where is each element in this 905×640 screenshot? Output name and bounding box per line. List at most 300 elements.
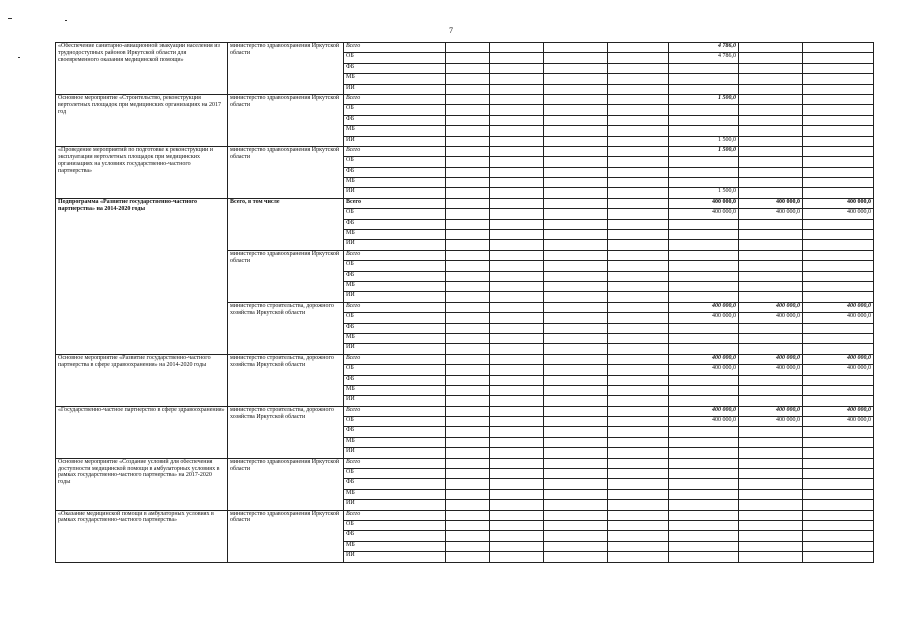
amount-cell xyxy=(739,489,803,499)
amount-cell xyxy=(446,385,490,395)
amount-cell xyxy=(446,427,490,437)
amount-cell xyxy=(608,292,669,302)
amount-cell xyxy=(739,500,803,510)
amount-cell xyxy=(803,323,874,333)
amount-cell xyxy=(490,313,544,323)
amount-cell xyxy=(803,136,874,146)
amount-cell xyxy=(608,375,669,385)
amount-cell xyxy=(739,531,803,541)
amount-cell xyxy=(608,261,669,271)
scan-mark xyxy=(18,57,20,58)
amount-cell xyxy=(803,344,874,354)
amount-cell xyxy=(803,188,874,198)
amount-cell xyxy=(669,479,739,489)
amount-cell xyxy=(739,136,803,146)
amount-cell xyxy=(544,396,608,406)
amount-cell xyxy=(490,53,544,63)
amount-cell: 1 500,0 xyxy=(669,136,739,146)
amount-cell xyxy=(739,43,803,53)
amount-cell xyxy=(544,167,608,177)
amount-cell xyxy=(803,479,874,489)
amount-cell xyxy=(608,469,669,479)
amount-cell xyxy=(739,385,803,395)
funding-source-cell: ФБ xyxy=(344,115,446,125)
amount-cell xyxy=(608,385,669,395)
amount-cell: 400 000,0 xyxy=(739,365,803,375)
amount-cell xyxy=(490,552,544,562)
amount-cell xyxy=(544,219,608,229)
amount-cell xyxy=(544,126,608,136)
amount-cell xyxy=(739,84,803,94)
amount-cell xyxy=(490,323,544,333)
amount-cell xyxy=(544,240,608,250)
funding-source-cell: ИИ xyxy=(344,396,446,406)
amount-cell xyxy=(608,552,669,562)
amount-cell xyxy=(669,448,739,458)
amount-cell xyxy=(446,115,490,125)
amount-cell xyxy=(490,188,544,198)
amount-cell xyxy=(608,281,669,291)
amount-cell xyxy=(446,84,490,94)
amount-cell xyxy=(803,375,874,385)
amount-cell xyxy=(669,281,739,291)
funding-source-cell: МБ xyxy=(344,541,446,551)
funding-source-cell: Всего xyxy=(344,406,446,416)
amount-cell xyxy=(544,427,608,437)
amount-cell xyxy=(544,105,608,115)
amount-cell: 400 000,0 xyxy=(803,354,874,364)
funding-source-cell: ОБ xyxy=(344,53,446,63)
amount-cell xyxy=(544,354,608,364)
amount-cell xyxy=(490,219,544,229)
amount-cell xyxy=(739,240,803,250)
amount-cell: 400 000,0 xyxy=(739,417,803,427)
amount-cell xyxy=(669,84,739,94)
amount-cell xyxy=(490,344,544,354)
amount-cell: 400 000,0 xyxy=(739,354,803,364)
amount-cell xyxy=(739,178,803,188)
amount-cell xyxy=(490,209,544,219)
amount-cell xyxy=(739,281,803,291)
amount-cell xyxy=(544,365,608,375)
amount-cell xyxy=(490,240,544,250)
measure-name-cell: «Обеспечение санитарно-авиационной эвакуации населения из труднодоступных районов Иркутской области для своевременного оказания медицинской помощи» xyxy=(56,43,228,95)
amount-cell xyxy=(739,427,803,437)
amount-cell xyxy=(608,302,669,312)
amount-cell xyxy=(608,240,669,250)
amount-cell xyxy=(608,448,669,458)
amount-cell: 400 000,0 xyxy=(803,302,874,312)
amount-cell xyxy=(544,53,608,63)
amount-cell xyxy=(544,302,608,312)
funding-source-cell: Всего xyxy=(344,43,446,53)
amount-cell xyxy=(669,74,739,84)
amount-cell xyxy=(608,146,669,156)
amount-cell xyxy=(739,126,803,136)
amount-cell xyxy=(490,510,544,520)
funding-source-cell: ИИ xyxy=(344,448,446,458)
amount-cell xyxy=(803,427,874,437)
amount-cell xyxy=(490,261,544,271)
table-row xyxy=(56,406,874,416)
amount-cell xyxy=(544,146,608,156)
amount-cell xyxy=(803,458,874,468)
amount-cell: 400 000,0 xyxy=(803,198,874,208)
funding-source-cell: МБ xyxy=(344,333,446,343)
amount-cell xyxy=(608,178,669,188)
amount-cell xyxy=(669,292,739,302)
funding-source-cell: МБ xyxy=(344,126,446,136)
amount-cell xyxy=(739,458,803,468)
amount-cell xyxy=(803,105,874,115)
amount-cell xyxy=(490,531,544,541)
funding-source-cell: ОБ xyxy=(344,313,446,323)
amount-cell xyxy=(446,250,490,260)
amount-cell xyxy=(608,271,669,281)
amount-cell xyxy=(446,344,490,354)
budget-table xyxy=(55,42,874,563)
amount-cell xyxy=(739,323,803,333)
amount-cell xyxy=(544,271,608,281)
table-row xyxy=(56,146,874,156)
amount-cell xyxy=(490,406,544,416)
amount-cell xyxy=(608,198,669,208)
amount-cell xyxy=(669,178,739,188)
amount-cell: 400 000,0 xyxy=(669,406,739,416)
amount-cell xyxy=(803,469,874,479)
amount-cell xyxy=(669,531,739,541)
amount-cell: 400 000,0 xyxy=(803,209,874,219)
executor-cell: министерство здравоохранения Иркутской области xyxy=(228,146,344,198)
amount-cell xyxy=(446,541,490,551)
amount-cell: 400 000,0 xyxy=(669,302,739,312)
amount-cell xyxy=(608,354,669,364)
amount-cell xyxy=(803,53,874,63)
amount-cell xyxy=(608,126,669,136)
amount-cell xyxy=(608,230,669,240)
amount-cell xyxy=(544,479,608,489)
funding-source-cell: ИИ xyxy=(344,188,446,198)
amount-cell xyxy=(803,178,874,188)
funding-source-cell: ИИ xyxy=(344,552,446,562)
amount-cell xyxy=(608,365,669,375)
amount-cell xyxy=(669,323,739,333)
amount-cell xyxy=(739,146,803,156)
amount-cell xyxy=(669,458,739,468)
amount-cell xyxy=(669,520,739,530)
amount-cell xyxy=(803,240,874,250)
amount-cell xyxy=(490,230,544,240)
amount-cell xyxy=(803,385,874,395)
executor-cell: Всего, в том числе xyxy=(228,198,344,250)
amount-cell xyxy=(803,84,874,94)
funding-source-cell: Всего xyxy=(344,250,446,260)
amount-cell xyxy=(608,63,669,73)
funding-source-cell: ИИ xyxy=(344,136,446,146)
amount-cell xyxy=(446,219,490,229)
amount-cell xyxy=(739,105,803,115)
amount-cell: 400 000,0 xyxy=(739,198,803,208)
amount-cell xyxy=(544,74,608,84)
amount-cell: 400 000,0 xyxy=(669,365,739,375)
funding-source-cell: Всего xyxy=(344,146,446,156)
amount-cell xyxy=(446,94,490,104)
amount-cell xyxy=(544,406,608,416)
amount-cell xyxy=(669,344,739,354)
amount-cell xyxy=(803,541,874,551)
amount-cell xyxy=(803,63,874,73)
amount-cell xyxy=(608,333,669,343)
amount-cell xyxy=(739,479,803,489)
amount-cell xyxy=(446,167,490,177)
amount-cell xyxy=(803,261,874,271)
amount-cell xyxy=(608,167,669,177)
amount-cell xyxy=(446,281,490,291)
amount-cell xyxy=(544,209,608,219)
amount-cell xyxy=(446,74,490,84)
amount-cell: 400 000,0 xyxy=(803,365,874,375)
amount-cell: 400 000,0 xyxy=(803,313,874,323)
amount-cell xyxy=(803,157,874,167)
amount-cell xyxy=(739,396,803,406)
amount-cell xyxy=(446,178,490,188)
amount-cell: 400 000,0 xyxy=(739,313,803,323)
measure-name-cell: «Государственно-частное партнерство в сфере здравоохранения» xyxy=(56,406,228,458)
funding-source-cell: МБ xyxy=(344,385,446,395)
executor-cell: министерство здравоохранения Иркутской области xyxy=(228,94,344,146)
amount-cell xyxy=(490,115,544,125)
amount-cell xyxy=(490,126,544,136)
amount-cell xyxy=(490,94,544,104)
amount-cell xyxy=(490,417,544,427)
funding-source-cell: ИИ xyxy=(344,500,446,510)
amount-cell: 400 000,0 xyxy=(739,209,803,219)
amount-cell: 4 786,0 xyxy=(669,43,739,53)
amount-cell: 1 500,0 xyxy=(669,188,739,198)
amount-cell xyxy=(544,510,608,520)
amount-cell xyxy=(544,458,608,468)
amount-cell xyxy=(490,84,544,94)
amount-cell xyxy=(490,63,544,73)
amount-cell xyxy=(544,500,608,510)
amount-cell xyxy=(446,354,490,364)
amount-cell xyxy=(544,157,608,167)
amount-cell xyxy=(544,385,608,395)
amount-cell xyxy=(446,448,490,458)
funding-source-cell: МБ xyxy=(344,281,446,291)
amount-cell xyxy=(803,74,874,84)
amount-cell xyxy=(739,448,803,458)
amount-cell xyxy=(544,489,608,499)
amount-cell: 400 000,0 xyxy=(669,313,739,323)
amount-cell xyxy=(544,188,608,198)
measure-name-cell: Подпрограмма «Развитие государственно-частного партнерства» на 2014-2020 годы xyxy=(56,198,228,354)
amount-cell xyxy=(739,552,803,562)
amount-cell xyxy=(490,489,544,499)
amount-cell xyxy=(669,510,739,520)
amount-cell xyxy=(446,396,490,406)
amount-cell: 400 000,0 xyxy=(669,209,739,219)
amount-cell xyxy=(803,230,874,240)
amount-cell xyxy=(608,250,669,260)
amount-cell xyxy=(490,333,544,343)
funding-source-cell: ОБ xyxy=(344,209,446,219)
amount-cell xyxy=(544,541,608,551)
amount-cell xyxy=(608,531,669,541)
funding-source-cell: Всего xyxy=(344,94,446,104)
amount-cell xyxy=(544,178,608,188)
amount-cell xyxy=(608,105,669,115)
amount-cell xyxy=(608,136,669,146)
amount-cell xyxy=(739,541,803,551)
amount-cell xyxy=(669,230,739,240)
amount-cell xyxy=(803,333,874,343)
amount-cell xyxy=(739,375,803,385)
amount-cell xyxy=(490,458,544,468)
amount-cell xyxy=(544,323,608,333)
amount-cell xyxy=(739,94,803,104)
amount-cell xyxy=(803,520,874,530)
funding-source-cell: Всего xyxy=(344,354,446,364)
amount-cell xyxy=(803,281,874,291)
amount-cell xyxy=(490,250,544,260)
amount-cell xyxy=(669,552,739,562)
amount-cell xyxy=(669,115,739,125)
funding-source-cell: МБ xyxy=(344,230,446,240)
amount-cell xyxy=(544,230,608,240)
amount-cell xyxy=(669,105,739,115)
amount-cell xyxy=(544,344,608,354)
amount-cell xyxy=(608,94,669,104)
amount-cell xyxy=(544,375,608,385)
amount-cell xyxy=(446,375,490,385)
amount-cell xyxy=(490,365,544,375)
measure-name-cell: Основное мероприятие «Создание условий для обеспечения доступности медицинской помощи в амбулаторных условиях в рамках государственно-частного партнерства» на 2017-2020 годы xyxy=(56,458,228,510)
amount-cell xyxy=(669,541,739,551)
amount-cell xyxy=(739,157,803,167)
amount-cell xyxy=(739,333,803,343)
amount-cell xyxy=(739,74,803,84)
funding-source-cell: ФБ xyxy=(344,427,446,437)
table-row xyxy=(56,354,874,364)
amount-cell xyxy=(544,43,608,53)
amount-cell xyxy=(608,188,669,198)
amount-cell xyxy=(739,63,803,73)
amount-cell xyxy=(490,437,544,447)
amount-cell xyxy=(608,74,669,84)
amount-cell xyxy=(490,74,544,84)
amount-cell xyxy=(490,271,544,281)
amount-cell xyxy=(446,43,490,53)
amount-cell xyxy=(490,146,544,156)
funding-source-cell: ОБ xyxy=(344,417,446,427)
amount-cell xyxy=(803,489,874,499)
amount-cell xyxy=(446,126,490,136)
amount-cell xyxy=(669,375,739,385)
amount-cell xyxy=(669,489,739,499)
amount-cell xyxy=(803,146,874,156)
amount-cell xyxy=(739,271,803,281)
amount-cell xyxy=(544,417,608,427)
amount-cell xyxy=(490,157,544,167)
funding-source-cell: ОБ xyxy=(344,365,446,375)
amount-cell xyxy=(739,261,803,271)
executor-cell: министерство здравоохранения Иркутской области xyxy=(228,458,344,510)
amount-cell xyxy=(608,458,669,468)
amount-cell xyxy=(608,520,669,530)
amount-cell: 1 500,0 xyxy=(669,94,739,104)
amount-cell xyxy=(739,437,803,447)
amount-cell xyxy=(490,520,544,530)
amount-cell xyxy=(490,385,544,395)
measure-name-cell: «Проведение мероприятий по подготовке к реконструкции и эксплуатации вертолетных площадок при медицинских организациях на условиях государственно-частного партнерства» xyxy=(56,146,228,198)
amount-cell xyxy=(669,167,739,177)
funding-source-cell: ОБ xyxy=(344,520,446,530)
executor-cell: министерство здравоохранения Иркутской области xyxy=(228,250,344,302)
funding-source-cell: ФБ xyxy=(344,167,446,177)
amount-cell xyxy=(669,126,739,136)
amount-cell xyxy=(739,188,803,198)
amount-cell xyxy=(739,115,803,125)
amount-cell xyxy=(446,230,490,240)
amount-cell xyxy=(608,479,669,489)
amount-cell xyxy=(803,448,874,458)
measure-name-cell: «Оказание медицинской помощи в амбулаторных условиях в рамках государственно-частного партнерства» xyxy=(56,510,228,562)
amount-cell: 400 000,0 xyxy=(669,354,739,364)
amount-cell: 400 000,0 xyxy=(739,302,803,312)
funding-source-cell: ИИ xyxy=(344,84,446,94)
amount-cell xyxy=(669,500,739,510)
amount-cell xyxy=(490,178,544,188)
amount-cell xyxy=(490,105,544,115)
amount-cell xyxy=(544,531,608,541)
amount-cell xyxy=(490,541,544,551)
amount-cell xyxy=(446,489,490,499)
amount-cell xyxy=(608,43,669,53)
amount-cell xyxy=(669,385,739,395)
amount-cell xyxy=(490,469,544,479)
funding-source-cell: МБ xyxy=(344,489,446,499)
amount-cell xyxy=(739,292,803,302)
table-row xyxy=(56,94,874,104)
amount-cell xyxy=(490,136,544,146)
amount-cell xyxy=(739,469,803,479)
amount-cell xyxy=(544,520,608,530)
amount-cell xyxy=(544,136,608,146)
amount-cell xyxy=(544,333,608,343)
amount-cell xyxy=(544,313,608,323)
funding-source-cell: ИИ xyxy=(344,292,446,302)
amount-cell xyxy=(544,63,608,73)
amount-cell xyxy=(446,271,490,281)
funding-source-cell: ФБ xyxy=(344,531,446,541)
amount-cell xyxy=(669,427,739,437)
amount-cell xyxy=(608,417,669,427)
amount-cell xyxy=(608,344,669,354)
funding-source-cell: ФБ xyxy=(344,323,446,333)
amount-cell xyxy=(803,510,874,520)
amount-cell xyxy=(608,323,669,333)
amount-cell xyxy=(446,458,490,468)
executor-cell: министерство строительства, дорожного хозяйства Иркутской области xyxy=(228,302,344,354)
measure-name-cell: Основное мероприятие «Строительство, реконструкция вертолетных площадок при медицинских организациях на 2017 год xyxy=(56,94,228,146)
amount-cell xyxy=(669,333,739,343)
amount-cell xyxy=(608,157,669,167)
funding-source-cell: МБ xyxy=(344,74,446,84)
funding-source-cell: МБ xyxy=(344,178,446,188)
amount-cell xyxy=(739,344,803,354)
amount-cell xyxy=(490,427,544,437)
